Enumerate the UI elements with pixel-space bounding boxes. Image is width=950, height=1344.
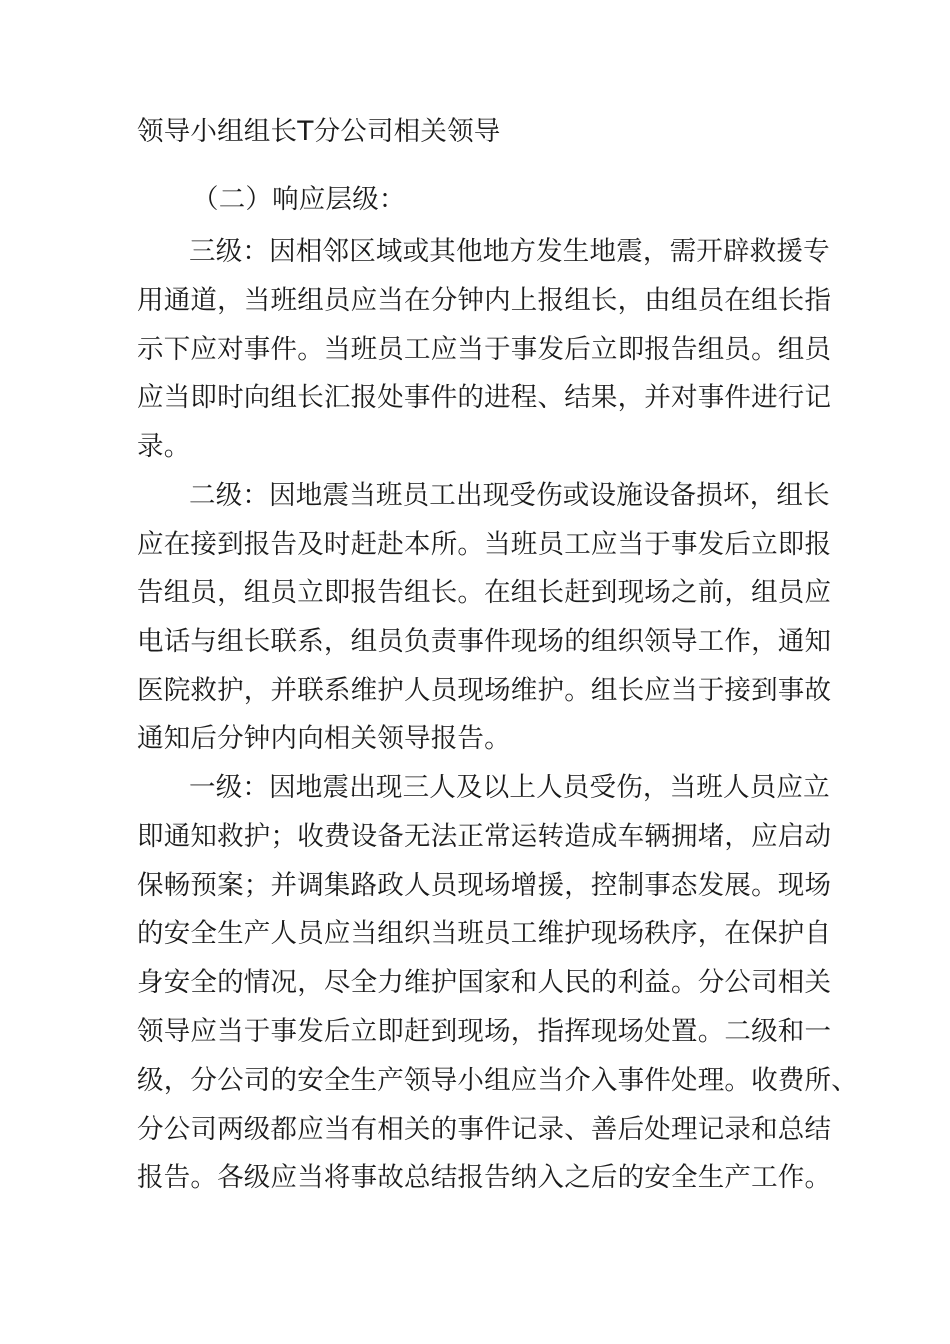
text-line: 录。 [137,431,191,462]
text-line: 告组员，组员立即报告组长。在组长赶到现场之前，组员应 [137,577,832,608]
text-line: 的安全生产人员应当组织当班员工维护现场秩序，在保护自 [137,918,832,949]
text-line: 一级：因地震出现三人及以上人员受伤，当班人员应立 [189,772,830,803]
text-line: 用通道，当班组员应当在分钟内上报组长，由组员在组长指 [137,285,832,316]
text-line: 二级：因地震当班员工出现受伤或设施设备损坏，组长 [189,480,830,511]
text-line: 报告。各级应当将事故总结报告纳入之后的安全生产工作。 [137,1162,832,1193]
text-line: 领导小组组长T分公司相关领导 [137,116,501,147]
text-line: 应当即时向组长汇报处事件的进程、结果，并对事件进行记 [137,382,832,413]
text-line: 示下应对事件。当班员工应当于事发后立即报告组员。组员 [137,334,832,365]
section-heading: （二）响应层级： [192,184,406,215]
text-line: 应在接到报告及时赶赴本所。当班员工应当于事发后立即报 [137,529,832,560]
text-line: 级，分公司的安全生产领导小组应当介入事件处理。收费所、 [137,1065,858,1096]
text-line: 三级：因相邻区域或其他地方发生地震，需开辟救援专 [189,236,830,267]
text-line: 身安全的情况，尽全力维护国家和人民的利益。分公司相关 [137,967,832,998]
text-line: 医院救护，并联系维护人员现场维护。组长应当于接到事故 [137,675,832,706]
text-line: 领导应当于事发后立即赶到现场，指挥现场处置。二级和一 [137,1016,832,1047]
text-line: 电话与组长联系，组员负责事件现场的组织领导工作，通知 [137,626,832,657]
text-line: 保畅预案；并调集路政人员现场增援，控制事态发展。现场 [137,870,832,901]
text-line: 即通知救护；收费设备无法正常运转造成车辆拥堵，应启动 [137,821,832,852]
text-line: 分公司两级都应当有相关的事件记录、善后处理记录和总结 [137,1114,832,1145]
text-line: 通知后分钟内向相关领导报告。 [137,723,511,754]
